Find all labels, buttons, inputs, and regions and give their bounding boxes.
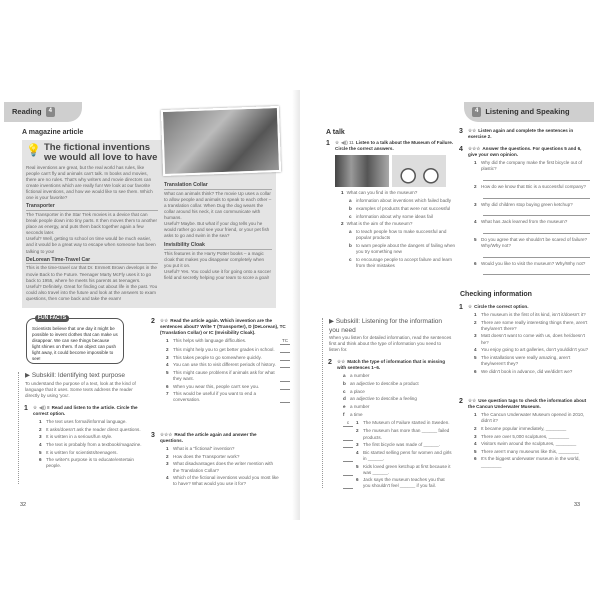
item-text: a time [350,411,363,417]
option-item [474,369,590,375]
item-text: You enjoy going to art galleries, don't you/didn't you? [481,347,589,353]
page-number: 32 [20,502,27,508]
item-text: Visitors swim around the sculptures, ________ [481,441,577,447]
item-text: This takes people to go somewhere quickly. [173,354,262,360]
section-text: This features in the Harry Potter books – a magic cloak that makes you disappear completely when you put it on. [164,251,265,269]
option-text: examples of products that were not successful [356,205,451,211]
article-title: The fictional inventions we would all love to have [43,142,158,163]
answer-option[interactable] [349,229,457,241]
question-item [166,461,280,473]
item-number: 6 [39,457,42,463]
item-number: c [343,388,346,394]
subskill-box [322,318,452,488]
instruction: Read the article again. Which invention are the sentences about? Write T (Transporter), D (DeLorean), TC (Translation Collar) or IC (Invisibility Cloak). [160,318,286,336]
item-text: What has Jack learned from the museum? [481,219,568,225]
option-text: to encourage people to accept failure and learn from their mistakes [356,256,453,268]
item-number: 1 [341,190,344,196]
question-item [474,219,590,225]
answer-option[interactable] [349,206,457,212]
sentence-item [343,442,452,448]
item-number: 4 [39,441,42,447]
option-item [474,320,590,332]
item-text: What can you find in the museum? [346,190,418,196]
question-item-list [160,446,280,487]
item-number: 5 [166,369,169,375]
item-text: The text is probably from a textbook/magazine. [46,441,142,447]
item-text: We didn't book in advance, did we/didn't we? [481,368,573,374]
item-number: 1 [39,418,42,424]
item-number: 6 [166,383,169,389]
question-item [474,261,590,267]
item-text: Jack says the museum teaches you that you shouldn't feel ______ if you fail. [363,477,445,489]
option-text: to warn people about the dangers of failing when you try something new [356,242,456,254]
exercise-1 [24,404,148,470]
info-type-item [343,412,452,418]
option-letter: b [349,242,352,248]
instruction: Read and listen to the article. Circle the correct option. [33,404,138,416]
item-text: How does the Transporter work? [173,453,240,459]
question-item [474,160,590,172]
section-heading: Invisibility Cloak [164,242,272,250]
question-item [474,202,590,208]
instruction: Listen again and complete the sentences in exercise 2. [468,128,574,140]
item-text: The Cancun Underwater Museum opened in 2010, didn't it? [481,412,585,424]
sentence-item [343,464,452,476]
item-number: 4 [166,362,169,368]
answer-blank[interactable] [343,475,353,476]
question [335,190,457,219]
question-tag-item [474,456,590,468]
answer-line[interactable] [483,192,590,199]
item-text: Why did the company make the first bicycle out of plastic? [481,160,583,172]
item-number: 5 [474,448,477,454]
item-text: a place [350,388,365,394]
answer-blank[interactable] [343,488,353,489]
answer-blank[interactable] [280,352,290,353]
difficulty-stars: ☆☆ [337,359,346,365]
item-text: This might cause problems if animals ask for what they want. [173,369,275,381]
instruction: Answer the questions. For questions 5 and 6, give your own opinion. [468,146,582,158]
option-item [39,419,148,425]
item-number: 4 [474,441,477,447]
tab-label: Listening and Speaking [485,107,570,117]
exercise-3 [151,432,280,489]
exercise-number: 3 [151,432,155,439]
item-text: This would be useful if you want to end a conversation. [173,391,256,403]
item-text: Do you agree that we shouldn't be scared of failure? Why/Why not? [481,236,588,248]
difficulty-stars: ☆ [335,140,340,145]
item-text: It is written in a serious/fun style. [46,434,113,440]
option-item [474,312,590,318]
item-number: 4 [474,347,477,353]
item-number: a [343,373,346,379]
item-number: b [343,381,346,387]
item-number: 1 [474,160,477,166]
question-tag-item [474,449,590,455]
item-text: This helps with language difficulties. [173,338,247,344]
item-text: Why did children stop buying green ketchup? [481,201,573,207]
answer-blank[interactable] [343,447,353,448]
answer-blank[interactable]: TC [280,338,290,345]
option-text: to teach people how to make successful and popular products [356,229,447,241]
exercise-2 [328,359,452,489]
matching-item [166,370,290,382]
item-number: 1 [356,419,359,425]
option-item-list [33,419,148,469]
subskill-title: ▶ Subskill: Identifying text purpose [25,372,126,379]
question-list [335,190,457,269]
item-number: 3 [39,434,42,440]
question-item [166,454,280,460]
item-text: It became popular immediately, ________ [481,425,567,431]
checking-exercise-2 [459,398,590,470]
article-right-column [164,180,272,282]
article-left-column [26,143,158,302]
difficulty-stars: ☆☆ [468,398,477,403]
item-number: 5 [39,449,42,455]
item-number: 2 [39,426,42,432]
item-number: 1 [166,338,169,344]
section-title: A magazine article [22,129,84,136]
item-number: e [343,404,346,410]
item-text: Kids loved green ketchup at first because it was ______. [363,463,451,475]
exercise-number: 3 [459,128,463,135]
item-text: When you wear this, people can't see you. [173,383,260,389]
option-item [39,427,148,433]
section-text: The Transporter in the Star Trek movies is a device that can break people down into tiny parts. It then moves them to another place as energy, and puts them back together again a few seconds later. [26,212,157,236]
subskill-title-text: Subskill: Listening for the information you need [329,318,443,334]
question-tag-item-list [468,412,590,468]
item-text: How do we know that Bic is a successful company? [481,183,586,189]
section-useful: Useful? Definitely. Great for finding out about life in the past. You could also travel into the future and look at the answers to exam questions, then come back and take the exam! [26,283,158,301]
option-item [474,355,590,367]
option-letter: a [349,198,352,204]
answer-blank[interactable] [343,440,353,441]
article-section [164,182,272,239]
answer-option[interactable] [349,257,457,269]
unit-badge: 4 [46,107,55,117]
section-useful: Useful? Yes. You could use it for going onto a soccer field and secretly helping your team to score a goal! [164,269,272,281]
option-letter: c [349,213,352,219]
option-item [474,347,590,353]
answer-line[interactable] [483,268,590,275]
item-number: d [343,396,346,402]
item-number: 2 [166,453,169,459]
option-letter: a [349,229,352,235]
reading-tab [4,102,82,122]
item-number: 2 [474,183,477,189]
exercise-number: 1 [326,140,330,147]
answer-option[interactable] [349,214,457,220]
item-number: 7 [166,391,169,397]
exercise-number: 2 [328,359,332,367]
item-number: 3 [356,442,359,448]
item-text: The Museum of Failure started in Sweden. [363,419,450,425]
answer-option[interactable] [349,198,457,204]
instruction: Listen to a talk about the Museum of Failure. Circle the correct answers. [335,140,454,152]
item-number: 1 [166,446,169,452]
item-number: f [343,411,345,417]
item-number: 1 [474,412,477,418]
question [335,221,457,269]
subskill-text: When you listen for detailed information, read the sentences first and think about the type of information you need to listen for. [329,335,452,353]
article-section [26,203,158,254]
exercise-2 [151,318,290,405]
answer-blank[interactable] [280,360,290,361]
option-letter: b [349,205,352,211]
audio-icon[interactable]: ◀)) 8 [39,404,50,410]
item-text: There are some really interesting things there, aren't they/aren't there? [481,319,588,331]
option-item-list [468,312,590,375]
item-number: 1 [474,312,477,318]
section-text: What can animals think? The movie Up uses a collar to allow people and animals to speak to each other – a translation collar. When Dug the dog wears the collar around his neck, it can communicate with humans. [164,190,272,221]
difficulty-stars: ☆ [33,404,38,410]
subskill-title-text: Subskill: Identifying text purpose [31,372,126,379]
section-heading: DeLorean Time-Travel Car [26,257,158,265]
question-stem [335,190,457,196]
item-number: 5 [474,354,477,360]
unit-badge: 4 [472,107,481,117]
item-number: 6 [474,368,477,374]
photo-row [335,155,457,187]
difficulty-stars: ☆☆☆ [160,432,173,437]
question-tag-item [474,412,590,424]
item-text: What is a "fictional" invention? [173,446,235,452]
item-text: Which of the fictional inventions would you most like to have? What would you use it for? [173,475,279,487]
exercise-number: 2 [459,398,463,405]
item-text: There aren't many museums like this, ________ [481,448,579,454]
question-item [474,237,590,249]
item-text: an adjective to describe a product [350,381,419,387]
option-text: information about why some ideas fail [356,213,433,219]
lightbulb-icon: 💡 [26,143,41,157]
audio-icon[interactable]: ◀)) 11 [341,140,354,145]
article-intro: Real inventions are great, but the real world has rules, like people can't fly and animals can't talk. In books and movies, there are no rules. That's why writers and movie directors can create inventions which are really fun! We look at our favorite fictional inventions, and how we would like to see them. Which one is your favorite? [26,164,153,201]
item-text: The installations were really amazing, aren't they/weren't they? [481,354,571,366]
item-text: Matt doesn't want to come with us, does he/doesn't he? [481,333,585,345]
section-useful: Useful? Well, getting to school on time would be much easier, and it would be a great way to escape when someone has been talking to you! [26,236,156,254]
item-text: You can use this to visit different periods of history. [173,362,276,368]
sentence-item [343,450,452,462]
item-text: The writer's purpose is to educate/entertain people. [46,457,134,469]
question-item [166,475,280,487]
exercise-4 [459,146,590,278]
item-text: What disadvantages does the writer mention with the Translation Collar? [173,461,274,473]
sentence-item [343,428,452,440]
museum-photo [335,155,389,187]
exercise-number: 2 [151,318,155,325]
item-number: 5 [474,236,477,242]
item-number: 2 [166,346,169,352]
subskill-box [18,372,148,484]
item-text: What is the aim of the museum? [346,221,413,227]
answer-options [335,229,457,269]
answer-blank[interactable] [280,367,290,368]
listening-speaking-tab [464,102,594,122]
item-number: 2 [341,221,344,227]
item-text: The museum is the first of its kind, isn't it/doesn't it? [481,312,586,318]
info-type-item-list [337,373,452,417]
answer-line[interactable] [483,251,590,258]
answer-options [335,198,457,219]
info-type-item [343,381,452,387]
answer-line[interactable] [483,227,590,234]
answer-blank[interactable] [280,389,290,390]
question-tag-item [474,434,590,440]
answer-option[interactable] [349,243,457,255]
item-number: 4 [356,449,359,455]
difficulty-stars: ☆☆ [160,318,169,323]
section-text: This is the time-travel car that Dr. Emmett Brown develops in the movie Back to the Future. Teenager Marty McFly uses it to go back to 1955, where he meets his parents as teenagers. [26,265,157,283]
exercise-number: 4 [459,146,463,153]
item-number: 5 [356,463,359,469]
fun-facts-label: FUN FACTS [35,315,69,322]
difficulty-stars: ☆☆ [468,128,477,133]
matching-item [166,347,290,353]
answer-blank[interactable] [280,402,290,403]
info-type-item [343,389,452,395]
item-number: 3 [474,333,477,339]
section-heading: Transporter [26,203,158,211]
item-number: 3 [166,354,169,360]
instruction: Read the article again and answer the questions. [160,432,257,444]
item-number: 6 [474,456,477,462]
subskill-title: ▶ Subskill: Listening for the information you need [329,318,443,334]
subskill-text: To understand the purpose of a text, look at the kind of language that it uses. Some texts address the reader directly by using 'you'. [25,380,136,398]
option-item [39,442,148,448]
item-text: a number [350,404,370,410]
item-text: Would you like to visit the museum? Why/Why not? [481,260,586,266]
info-type-item [343,396,452,402]
matching-item [166,384,290,390]
item-text: There are over 5,000 sculptures, ________ [481,433,570,439]
question-stem [335,221,457,227]
answer-blank[interactable]: c [343,420,353,427]
option-text: information about inventions which failed badly [356,198,451,204]
section-heading: Translation Collar [164,182,272,190]
checking-information-title: Checking information [460,291,532,298]
sentence-item [343,477,452,489]
option-item [39,434,148,440]
plastic-bicycle-photo [392,155,446,187]
exercise-1 [326,140,457,270]
matching-item-list [160,338,290,403]
item-number: 2 [474,319,477,325]
item-text: a number [350,373,370,379]
fun-facts-text: Scientists believe that one day it might be possible to invent clothes that can make us disappear. We can see things because light shines on them. If an object can push light away, it could become impossible to see! [32,326,118,361]
matching-item [166,355,290,361]
item-text: It is written for scientists/teenagers. [46,449,118,455]
question-tag-item [474,441,590,447]
exercise-number: 1 [24,404,28,412]
item-number: 4 [474,219,477,225]
instruction: Match the type of information that is missing with sentences 1–6. [337,359,446,371]
option-item [39,457,148,469]
checking-exercise-1 [459,304,590,376]
difficulty-stars: ☆ [468,304,473,309]
item-text: This might help you to get better grades in school. [173,346,275,352]
exercise-3 [459,128,590,140]
difficulty-stars: ☆☆☆ [468,146,481,151]
article-section [164,242,272,281]
answer-line[interactable] [483,174,590,181]
item-number: 6 [356,477,359,483]
sentence-item-list [337,420,452,490]
matching-item [166,362,290,368]
sentence-item [343,420,452,427]
instruction: Circle the correct option. [474,304,529,309]
item-number: 3 [474,433,477,439]
item-text: It asks/doesn't ask the reader direct questions. [46,426,141,432]
section-useful: Useful? Maybe. But what if your dog tells you he would rather go and see your friend, or your pet fish asks to go and swim in the sea? [164,221,270,239]
right-page [300,90,600,520]
item-text: an adjective to describe a feeling [350,396,417,402]
option-item [474,333,590,345]
answer-blank[interactable] [343,461,353,462]
item-text: It's the biggest underwater museum in the world, ________ [481,456,580,468]
item-number: 3 [166,461,169,467]
question-tag-item [474,426,590,432]
item-text: Bic started selling pens for women and girls in ______. [363,449,452,461]
item-text: The museum has more than ______ failed products. [363,428,450,440]
question-item [474,184,590,190]
item-number: 4 [166,475,169,481]
item-number: 2 [356,428,359,434]
left-page [0,90,300,520]
option-letter: c [349,256,352,262]
option-item [39,450,148,456]
exercise-number: 1 [459,304,463,311]
matching-item [166,338,290,345]
item-text: The first bicycle was made of ______. [363,442,441,448]
item-number: 2 [474,425,477,431]
question-item [166,446,280,452]
item-text: The text uses formal/informal language. [46,418,127,424]
info-type-item [343,404,452,410]
item-number: 6 [474,260,477,266]
item-number: 3 [474,201,477,207]
answer-line[interactable] [483,209,590,216]
fun-facts-box [26,315,124,364]
article-section [26,257,158,302]
instruction: Use question tags to check the information about the Cancun Underwater Museum. [468,398,587,410]
matching-item [166,391,290,403]
movie-still-photo [161,106,281,176]
page-number: 33 [574,502,581,508]
tab-label: Reading [12,107,42,117]
section-title: A talk [326,129,345,136]
info-type-item [343,373,452,379]
answer-blank[interactable] [280,381,290,382]
question-item-list [468,160,590,275]
